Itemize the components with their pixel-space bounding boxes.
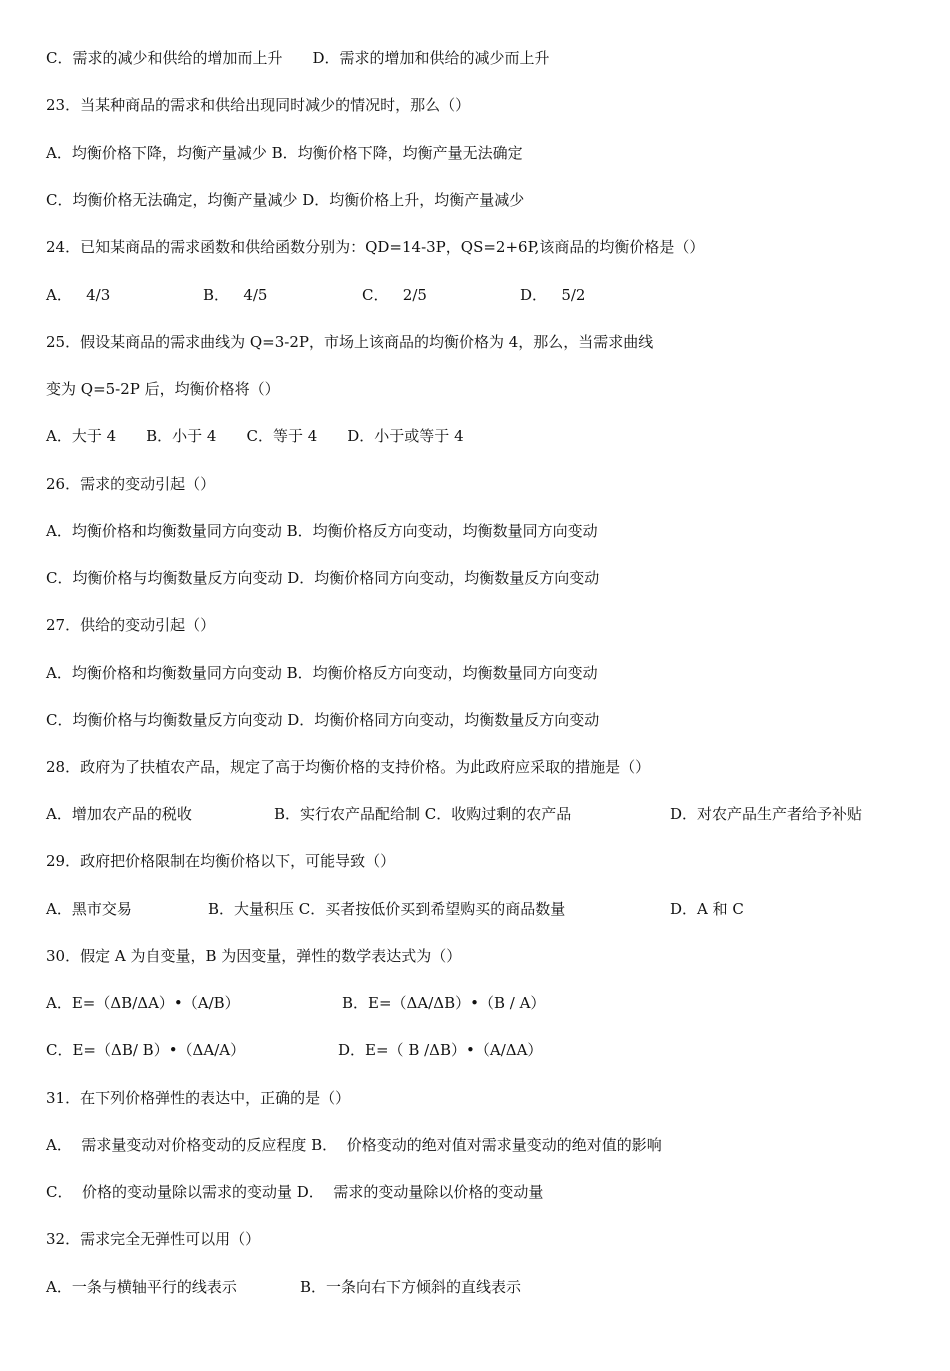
question-31: 31．在下列价格弹性的表达中，正确的是（） [46,1089,351,1107]
option-line-25: A．大于 4 B．小于 4 C．等于 4 D．小于或等于 4 [46,427,464,445]
option-30-c: C．E=（ΔB/ B）•（ΔA/A） [46,1041,246,1059]
option-line-26-cd: C．均衡价格与均衡数量反方向变动 D．均衡价格同方向变动，均衡数量反方向变动 [46,569,600,587]
question-28: 28．政府为了扶植农产品，规定了高于均衡价格的支持价格。为此政府应采取的措施是（） [46,758,651,776]
option-line-22-cd: C．需求的减少和供给的增加而上升 D．需求的增加和供给的减少而上升 [46,49,550,67]
option-28-bc: B．实行农产品配给制 C．收购过剩的农产品 [274,805,572,823]
option-line-30-ab [46,991,546,1015]
question-27: 27．供给的变动引起（） [46,616,216,634]
option-24-b: B． 4/5 [203,286,268,304]
option-line-30-cd [46,1038,543,1062]
question-24: 24．已知某商品的需求函数和供给函数分别为：QD=14-3P，QS=2+6P,该商品的均衡价格是（） [46,238,705,256]
question-32: 32．需求完全无弹性可以用（） [46,1230,261,1248]
option-24-d: D． 5/2 [520,286,586,304]
option-line-27-ab: A．均衡价格和均衡数量同方向变动 B．均衡价格反方向变动，均衡数量同方向变动 [46,664,598,682]
question-26: 26．需求的变动引起（） [46,475,216,493]
question-30: 30．假定 A 为自变量，B 为因变量，弹性的数学表达式为（） [46,947,462,965]
option-line-26-ab: A．均衡价格和均衡数量同方向变动 B．均衡价格反方向变动，均衡数量同方向变动 [46,522,598,540]
option-29-bc: B．大量积压 C．买者按低价买到希望购买的商品数量 [208,900,566,918]
option-28-d: D．对农产品生产者给予补贴 [670,805,863,823]
question-25: 25．假设某商品的需求曲线为 Q=3-2P，市场上该商品的均衡价格为 4，那么，当需求曲线 [46,333,654,351]
option-30-a: A．E=（ΔB/ΔA）•（A/B） [46,994,240,1012]
option-line-24 [46,283,586,307]
option-24-a: A． 4/3 [46,286,111,304]
option-line-31-ab: A． 需求量变动对价格变动的反应程度 B． 价格变动的绝对值对需求量变动的绝对值的影响 [46,1136,662,1154]
option-line-29 [46,897,744,921]
option-32-a: A．一条与横轴平行的线表示 [46,1278,237,1296]
option-29-d: D．A 和 C [670,900,744,918]
option-line-31-cd: C． 价格的变动量除以需求的变动量 D． 需求的变动量除以价格的变动量 [46,1183,544,1201]
option-line-23-ab: A．均衡价格下降，均衡产量减少 B．均衡价格下降，均衡产量无法确定 [46,144,523,162]
option-30-d: D．E=（ B /ΔB）•（A/ΔA） [338,1041,543,1059]
option-line-23-cd: C．均衡价格无法确定，均衡产量减少 D．均衡价格上升，均衡产量减少 [46,191,525,209]
option-24-c: C． 2/5 [362,286,427,304]
option-28-a: A．增加农产品的税收 [46,805,192,823]
option-29-a: A．黑市交易 [46,900,132,918]
option-line-28 [46,802,863,826]
question-23: 23．当某种商品的需求和供给出现同时减少的情况时，那么（） [46,96,471,114]
option-32-b: B．一条向右下方倾斜的直线表示 [300,1278,522,1296]
option-line-32-ab [46,1275,522,1299]
option-line-27-cd: C．均衡价格与均衡数量反方向变动 D．均衡价格同方向变动，均衡数量反方向变动 [46,711,600,729]
question-29: 29．政府把价格限制在均衡价格以下，可能导致（） [46,852,396,870]
option-30-b: B．E=（ΔA/ΔB）•（B / A） [342,994,546,1012]
question-25-continued: 变为 Q=5-2P 后，均衡价格将（） [46,380,280,398]
